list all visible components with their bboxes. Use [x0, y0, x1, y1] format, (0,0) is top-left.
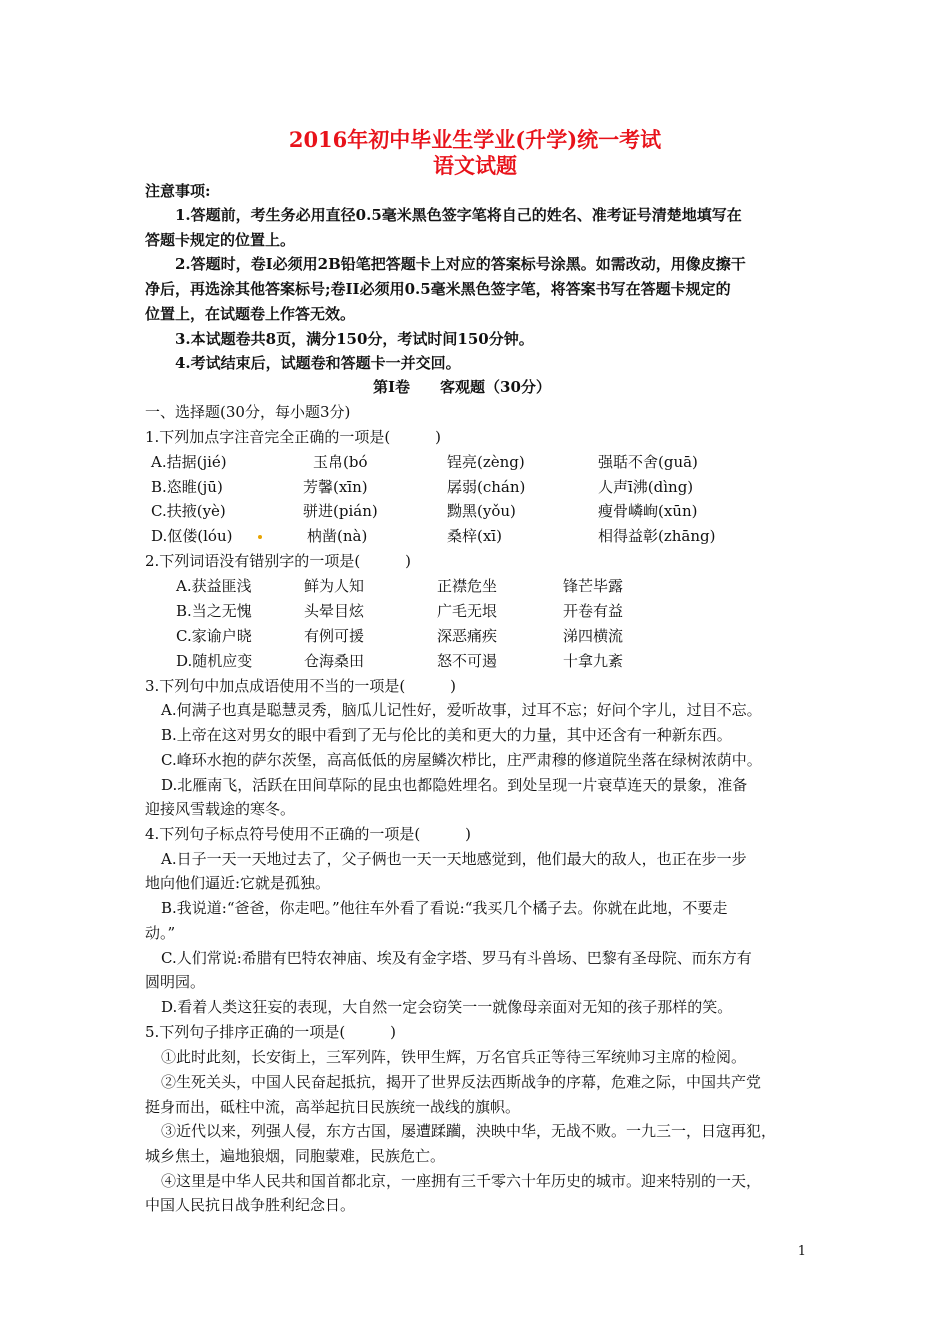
sentence-line: 中国人民抗日战争胜利纪念日。 [145, 1196, 356, 1214]
sentence-line: ①此时此刻，长安街上，三军列阵，铁甲生辉，万名官兵正等待三军统帅习主席的检阅。 [161, 1048, 747, 1066]
option-cell: 深恶痛疾 [437, 627, 498, 645]
option-cell: 瘦骨嶙峋(xūn) [598, 502, 698, 520]
option-line: B.我说道:“爸爸，你走吧。”他往车外看了看说:“我买几个橘子去。你就在此地，不要走 [161, 899, 728, 917]
option-cell: 鲜为人知 [304, 577, 365, 595]
option-cell: 开卷有益 [563, 602, 624, 620]
option-cell: A.拮据(jié) [151, 453, 227, 471]
option-cell: 锃亮(zèng) [447, 453, 525, 471]
option-cell: A.获益匪浅 [176, 577, 252, 595]
option-cell: 广毛无垠 [437, 602, 498, 620]
option-line: 圆明园。 [145, 973, 206, 991]
option-cell: B.恣睢(jū) [151, 478, 223, 496]
sentence-line: 挺身而出，砥柱中流，高举起抗日民族统一战线的旗帜。 [145, 1098, 521, 1116]
option-line: 地向他们逼近:它就是孤独。 [145, 874, 331, 892]
notice-line: 2.答题时，卷Ⅰ必须用2B铅笔把答题卡上对应的答案标号涂黑。如需改动，用像皮擦干 [175, 255, 746, 273]
sentence-line: 城乡焦土，遍地狼烟，同胞蒙难，民族危亡。 [145, 1147, 446, 1165]
option-cell: 仓海桑田 [304, 652, 365, 670]
question-stem: 3.下列句中加点成语使用不当的一项是( ) [145, 677, 457, 695]
option-cell: 怒不可遏 [437, 652, 498, 670]
option-cell: 强聒不舍(guā) [598, 453, 698, 471]
option-cell: 十拿九紊 [563, 652, 624, 670]
question-stem: 1.下列加点字注音完全正确的一项是( ) [145, 428, 442, 446]
option-cell: 桑梓(xī) [447, 527, 502, 545]
option-cell: C.扶掖(yè) [151, 502, 226, 520]
notice-line: 净后，再选涂其他答案标号;卷II必须用0.5毫米黑色签字笔，将答案书写在答题卡规定的 [145, 280, 731, 298]
sentence-line: ③近代以来，列强人侵，东方古国，屡遭蹂躏，泱映中华，无战不败。一九三一，日寇再犯， [161, 1122, 777, 1140]
option-line: C.峰环水抱的萨尔茨堡，高高低低的房屋鳞次栉比，庄严肃穆的修道院坐落在绿树浓荫中。 [161, 751, 762, 769]
notice-line: 1.答题前，考生务必用直径0.5毫米黑色签字笔将自己的姓名、准考证号清楚地填写在 [175, 206, 742, 224]
option-cell: 枘凿(nà) [307, 527, 368, 545]
option-line: B.上帝在这对男女的眼中看到了无与伦比的美和更大的力量，其中还含有一种新东西。 [161, 726, 732, 744]
option-line: D.看着人类这狂妄的表现，大自然一定会窃笑一一就像母亲面对无知的孩子那样的笑。 [161, 998, 733, 1016]
question-stem: 5.下列句子排序正确的一项是( ) [145, 1023, 397, 1041]
part-heading: 一、选择题(30分，每小题3分) [145, 403, 351, 421]
notice-line: 4.考试结束后，试题卷和答题卡一并交回。 [175, 354, 461, 372]
option-cell: 相得益彰(zhāng) [598, 527, 716, 545]
option-cell: 头晕目炫 [304, 602, 365, 620]
option-cell: B.当之无愧 [176, 602, 252, 620]
question-stem: 2.下列词语没有错别字的一项是( ) [145, 552, 412, 570]
notice-line: 位置上，在试题卷上作答无效。 [145, 305, 356, 323]
exam-title: 2016年初中毕业生学业(升学)统一考试 [288, 127, 662, 152]
option-line: A.何满子也真是聪慧灵秀，脑瓜儿记性好，爱听故事，过耳不忘；好问个字儿，过目不忘。 [161, 701, 762, 719]
notice-heading: 注意事项: [145, 182, 211, 200]
section-heading: 第Ⅰ卷 客观题（30分） [373, 378, 551, 396]
option-cell: 骈进(pián) [303, 502, 378, 520]
option-line: C.人们常说:希腊有巴特农神庙、埃及有金字塔、罗马有斗兽场、巴黎有圣母院、而东方有 [161, 949, 752, 967]
option-cell: 黝黑(yǒu) [447, 502, 516, 520]
page-number: 1 [797, 1244, 806, 1259]
option-line: 迎接风雪载途的寒冬。 [145, 800, 296, 818]
stray-mark [258, 535, 262, 539]
option-cell: 人声ī沸(dìng) [598, 478, 694, 496]
option-cell: 芳馨(xīn) [303, 478, 368, 496]
option-line: 动。” [145, 924, 176, 942]
option-cell: 玉帛(bó [313, 453, 368, 471]
sentence-line: ②生死关头，中国人民奋起抵抗，揭开了世界反法西斯战争的序幕，危难之际，中国共产党 [161, 1073, 762, 1091]
sentence-line: ④这里是中华人民共和国首都北京，一座拥有三千零六十年历史的城市。迎来特别的一天， [161, 1172, 762, 1190]
option-line: D.北雁南飞，活跃在田间草际的昆虫也都隐姓埋名。到处呈现一片衰草连天的景象，准备 [161, 776, 748, 794]
option-cell: 锋芒毕露 [563, 577, 624, 595]
option-cell: D.伛偻(lóu) [151, 527, 233, 545]
option-line: A.日子一天一天地过去了，父子俩也一天一天地感觉到，他们最大的敌人，也正在步一步 [161, 850, 747, 868]
exam-subtitle: 语文试题 [433, 153, 517, 178]
option-cell: C.家谕户晓 [176, 627, 252, 645]
question-stem: 4.下列句子标点符号使用不正确的一项是( ) [145, 825, 472, 843]
option-cell: D.随机应变 [176, 652, 253, 670]
option-cell: 涕四横流 [563, 627, 624, 645]
notice-line: 3.本试题卷共8页，满分150分，考试时间150分钟。 [175, 330, 534, 348]
notice-line: 答题卡规定的位置上。 [145, 231, 296, 249]
option-cell: 有例可援 [304, 627, 365, 645]
option-cell: 正襟危坐 [437, 577, 498, 595]
option-cell: 孱弱(chán) [447, 478, 526, 496]
